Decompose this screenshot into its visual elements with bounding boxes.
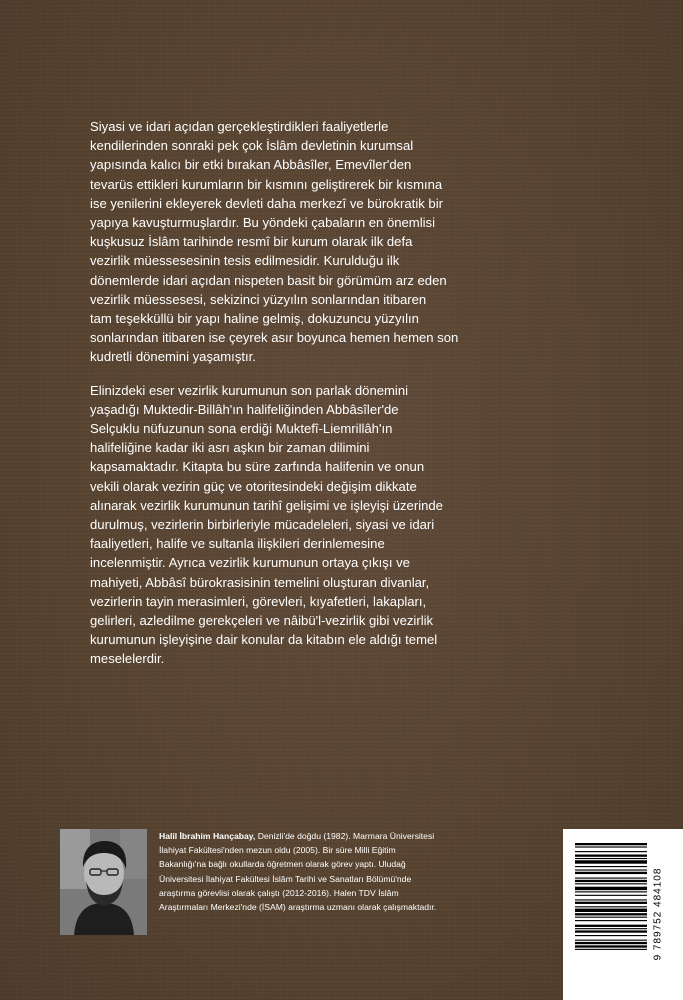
back-cover-blurb: [90, 117, 610, 683]
barcode-bar: [575, 872, 647, 874]
barcode-bar: [575, 913, 647, 915]
barcode-bar: [575, 930, 647, 932]
barcode-bar: [575, 846, 647, 847]
blurb-paragraph-1: Siyasi ve idari açıdan gerçekleştirdikleri faaliyetlerle kendilerinden sonraki pek çok İslâm devletinin kurumsal yapısında kalıcı bir etki bırakan Abbâsîler, Emevîler'den tevarüs ettikleri kurumların bir kısmını geliştirerek bir kısmına ise yenilerini ekleyerek devleti daha merkezî ve bürokratik bir yapıya kavuşturmuşlardır. Bu yöndeki çabaların en önemlisi kuşkusuz İslâm tarihinde resmî bir kurum olarak ilk defa vezirlik müessesesinin tesis edilmesidir. Kurulduğu ilk dönemlerde idari açıdan nispeten basit bir görümüm arz eden vezirlik müessesesi, sekizinci yüzyılın sonlarından itibaren tam teşekküllü bir yapı haline gelmiş, dokuzuncu yüzyılın sonlarından itibaren ise çeyrek asır boyunca hemen hemen son kudretli dönemini yaşamıştır.: [90, 119, 459, 365]
barcode-bar: [575, 906, 647, 907]
barcode-bar: [575, 899, 647, 900]
isbn-number: 9 789752 484108: [652, 867, 664, 961]
barcode-bar: [575, 878, 647, 879]
barcode-bar: [575, 928, 647, 929]
author-bio: [159, 829, 599, 914]
barcode-bar: [575, 887, 647, 890]
barcode-bar: [575, 883, 647, 884]
isbn-barcode: [563, 829, 683, 1000]
barcode-bar: [575, 843, 647, 845]
barcode-bar: [575, 851, 647, 852]
barcode-bar: [575, 945, 647, 947]
barcode-bar: [575, 855, 647, 857]
barcode-bar: [575, 909, 647, 912]
barcode-bar: [575, 925, 647, 927]
barcode-bar: [575, 880, 647, 882]
barcode-bars: [575, 843, 647, 989]
author-photo: [60, 829, 147, 935]
barcode-bar: [575, 858, 647, 859]
barcode-bar: [575, 949, 647, 950]
barcode-bar: [575, 891, 647, 892]
barcode-bar: [575, 869, 647, 870]
author-name: Halil İbrahim Hançabay,: [159, 831, 256, 841]
author-section: [60, 829, 620, 939]
barcode-bar: [575, 920, 647, 921]
barcode-bar: [575, 940, 647, 941]
barcode-bar: [575, 895, 647, 896]
barcode-bar: [575, 860, 647, 863]
barcode-bar: [575, 902, 647, 904]
barcode-bar: [575, 935, 647, 936]
author-bio-text: Denizli'de doğdu (1982). Marmara Üniversitesi İlahiyat Fakültesi'nden mezun oldu (2005). Bir süre Milli Eğitim Bakanlığı'na bağlı okullarda öğretmen olarak görev yaptı. Uludağ Üniversitesi İlahiyat Fakültesi İslâm Tarihi ve Sanatları Bölümü'nde araştırma görevlisi olarak çalıştı (2012-2016). Halen TDV İslâm Araştırmaları Merkezi'nde (İSAM) araştırma uzmanı olarak çalışmaktadır.: [159, 831, 437, 913]
barcode-bar: [575, 866, 647, 867]
barcode-bar: [575, 917, 647, 918]
barcode-bar: [575, 942, 647, 944]
blurb-paragraph-2: Elinizdeki eser vezirlik kurumunun son parlak dönemini yaşadığı Muktedir-Billâh'ın halifeliğinden Abbâsîler'de Selçuklu nüfuzunun sona erdiği Muktefî-Liemrillâh'ın halifeliğine kadar iki asrı aşkın bir zaman dilimini kapsamaktadır. Kitapta bu süre zarfında halifenin ve onun vekili olarak vezirin güç ve otoritesindeki değişim dikkate alınarak vezirlik kurumunun tarihî gelişimi ve işleyişi üzerinde durulmuş, vezirlerin birbirleriyle mücadeleleri, siyasi ve idari faaliyetleri, halife ve sultanla ilişkileri derinlemesine incelenmiştir. Ayrıca vezirlik kurumunun ortaya çıkışı ve mahiyeti, Abbâsî bürokrasisinin temelini oluşturan divanlar, vezirlerin tayin merasimleri, görevleri, kıyafetleri, lakapları, gelirleri, azledilme gerekçeleri ve nâibü'l-vezirlik gibi vezirlik kurumunun işleyişine dair konular da kitabın ele aldığı temel meselelerdir.: [90, 382, 443, 667]
